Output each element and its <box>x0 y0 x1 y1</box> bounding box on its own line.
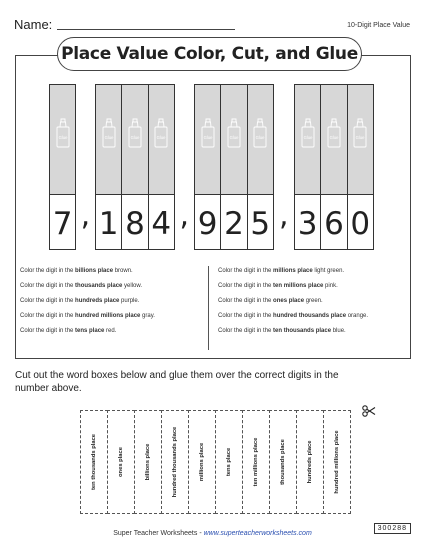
digit-column <box>347 84 374 250</box>
digit: 9 <box>197 206 218 242</box>
digit: 5 <box>250 206 271 242</box>
instruction-text: Color the digit in the <box>20 268 76 274</box>
scissors-icon <box>362 405 376 417</box>
instruction-line <box>218 313 368 319</box>
word-box-label: hundred millions place <box>334 430 340 494</box>
glue-area <box>295 85 320 195</box>
glue-bottle-icon <box>201 118 215 148</box>
glue-label: Glue <box>303 135 313 140</box>
digit-group <box>49 84 76 250</box>
glue-label: Glue <box>255 135 265 140</box>
digit-group <box>294 84 374 250</box>
word-box-label: tens place <box>226 447 232 477</box>
word-box[interactable] <box>269 410 297 514</box>
instruction-color: gray. <box>140 313 155 319</box>
digit: 8 <box>125 206 145 242</box>
glue-bottle-icon <box>353 118 367 148</box>
digit-column <box>247 84 274 250</box>
glue-bottle-icon <box>128 118 142 148</box>
digit: 3 <box>297 206 318 242</box>
word-box[interactable] <box>188 410 216 514</box>
instruction-color: light green. <box>312 268 345 274</box>
glue-bottle-icon <box>102 118 116 148</box>
instruction-text: Color the digit in the <box>218 298 274 304</box>
instruction-place: tens place <box>75 328 105 334</box>
glue-area <box>149 85 174 195</box>
digit-column <box>95 84 122 250</box>
cut-instruction: Cut out the word boxes below and glue them over the correct digits in the number above. <box>15 370 339 394</box>
word-box[interactable] <box>80 410 108 514</box>
footer <box>0 530 425 537</box>
instruction-place: hundred thousands place <box>273 313 347 319</box>
instruction-place: ones place <box>273 298 305 304</box>
comma-separator: , <box>179 198 189 233</box>
instruction-line <box>218 298 323 304</box>
word-box[interactable] <box>134 410 162 514</box>
footer-separator: - <box>197 530 204 537</box>
digit-group <box>95 84 175 250</box>
instruction-color: green. <box>304 298 323 304</box>
digit-column <box>148 84 175 250</box>
glue-area <box>321 85 346 195</box>
title-banner <box>57 37 362 71</box>
digit: 0 <box>350 206 371 242</box>
instruction-color: brown. <box>113 268 133 274</box>
instruction-line <box>218 283 338 289</box>
instruction-line <box>20 283 142 289</box>
glue-area <box>248 85 273 195</box>
glue-label: Glue <box>355 135 365 140</box>
instruction-color: red. <box>104 328 117 334</box>
instruction-place: ten thousands place <box>273 328 332 334</box>
word-box[interactable] <box>242 410 270 514</box>
glue-bottle-icon <box>327 118 341 148</box>
digit-column <box>220 84 247 250</box>
word-box-label: ones place <box>118 447 124 477</box>
instruction-line <box>20 268 133 274</box>
instruction-color: blue. <box>331 328 346 334</box>
word-box-label: ten thousands place <box>91 433 97 491</box>
name-line[interactable] <box>57 29 235 30</box>
word-box-label: hundred thousands place <box>172 426 178 498</box>
worksheet-code: 300288 <box>374 523 411 534</box>
glue-label: Glue <box>156 135 166 140</box>
digit: 4 <box>151 206 172 242</box>
glue-label: Glue <box>203 135 213 140</box>
digit-column <box>194 84 221 250</box>
word-box[interactable] <box>296 410 324 514</box>
instruction-place: thousands place <box>75 283 123 289</box>
glue-area <box>50 85 75 195</box>
digit-column <box>294 84 321 250</box>
footer-brand: Super Teacher Worksheets <box>113 530 198 537</box>
word-box[interactable] <box>161 410 189 514</box>
digit: 1 <box>98 206 119 242</box>
word-box-label: hundreds place <box>307 440 313 484</box>
word-box-label: millions place <box>199 442 205 482</box>
digit: 6 <box>324 206 344 242</box>
glue-bottle-icon <box>227 118 241 148</box>
instruction-text: Color the digit in the <box>20 328 76 334</box>
instruction-color: pink. <box>323 283 338 289</box>
instruction-text: Color the digit in the <box>218 328 274 334</box>
word-box-label: thousands place <box>280 439 286 485</box>
instruction-text: Color the digit in the <box>20 283 76 289</box>
comma-separator: , <box>80 198 91 233</box>
word-box[interactable] <box>215 410 243 514</box>
instruction-text: Color the digit in the <box>20 313 76 319</box>
instruction-color: purple. <box>119 298 140 304</box>
glue-area <box>348 85 373 195</box>
digit-column <box>121 84 148 250</box>
comma-separator: , <box>278 198 289 233</box>
name-label: Name: <box>14 17 53 32</box>
glue-area <box>195 85 220 195</box>
footer-url[interactable]: www.superteacherworksheets.com <box>203 530 312 537</box>
word-box[interactable] <box>323 410 351 514</box>
instruction-place: hundred millions place <box>75 313 141 319</box>
glue-label: Glue <box>104 135 114 140</box>
instruction-text: Color the digit in the <box>218 283 274 289</box>
glue-area <box>122 85 147 195</box>
glue-bottle-icon <box>301 118 315 148</box>
glue-area <box>221 85 246 195</box>
word-box-label: billions place <box>145 443 151 481</box>
instruction-text: Color the digit in the <box>218 268 274 274</box>
instruction-line <box>218 328 346 334</box>
glue-label: Glue <box>130 135 140 140</box>
digit-column <box>320 84 347 250</box>
instruction-line <box>218 268 344 274</box>
instruction-place: ten millions place <box>273 283 324 289</box>
glue-area <box>96 85 121 195</box>
instruction-text: Color the digit in the <box>218 313 274 319</box>
instruction-place: millions place <box>273 268 313 274</box>
digit: 2 <box>224 206 244 242</box>
instruction-line <box>20 328 116 334</box>
glue-bottle-icon <box>56 118 70 148</box>
instruction-place: hundreds place <box>75 298 120 304</box>
page-title: Place Value Color, Cut, and Glue <box>61 44 358 64</box>
digit-group <box>194 84 274 250</box>
glue-label: Glue <box>229 135 239 140</box>
topic-label: 10-Digit Place Value <box>347 22 410 29</box>
instruction-line <box>20 298 139 304</box>
glue-bottle-icon <box>154 118 168 148</box>
word-box-strip <box>80 410 351 514</box>
glue-label: Glue <box>58 135 68 140</box>
instruction-place: billions place <box>75 268 114 274</box>
glue-label: Glue <box>329 135 339 140</box>
digit-column <box>49 84 76 250</box>
instruction-color: orange. <box>346 313 369 319</box>
digit: 7 <box>52 206 73 242</box>
instruction-color: yellow. <box>122 283 143 289</box>
glue-bottle-icon <box>253 118 267 148</box>
word-box[interactable] <box>107 410 135 514</box>
word-box-label: ten millions place <box>253 437 259 487</box>
instruction-text: Color the digit in the <box>20 298 76 304</box>
instructions-divider <box>208 266 209 350</box>
instruction-line <box>20 313 155 319</box>
